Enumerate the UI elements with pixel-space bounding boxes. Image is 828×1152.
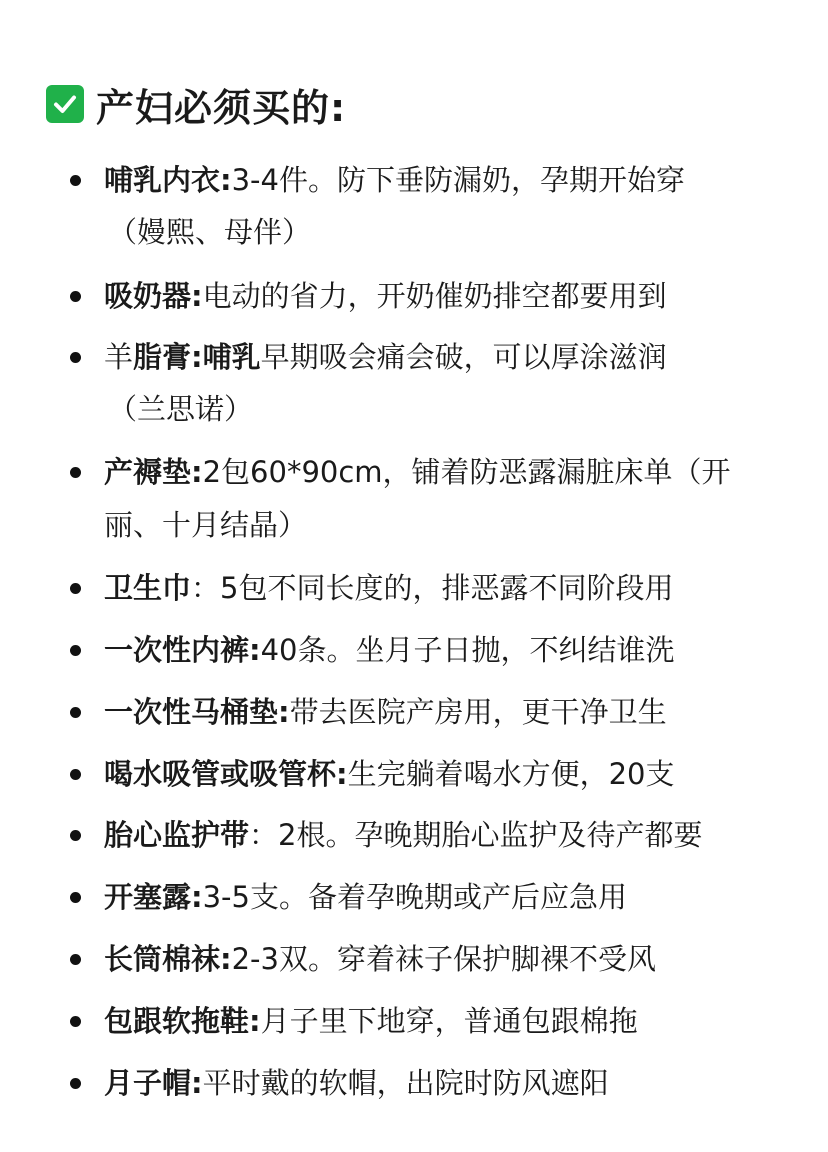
bullet-icon [70,954,81,965]
item-label: 喝水吸管或吸管杯: [104,757,348,791]
item-line-2: 丽、十月结晶） [104,508,308,542]
bullet-icon [70,830,81,841]
item-label: 一次性内裤: [104,633,261,667]
item-line [104,877,627,917]
bullet-icon [70,352,81,363]
item-line [104,815,702,855]
item-line [104,568,673,608]
item-text: 40条。坐月子日抛，不纠结谁洗 [260,633,675,667]
bullet-icon [70,175,81,186]
check-mark-button-icon [46,85,84,123]
item-text: 早期吸会痛会破，可以厚涂滋润 [260,340,667,374]
bullet-icon [70,583,81,594]
item-label: 卫生巾 [104,571,192,605]
item-text: 平时戴的软帽，出院时防风遮阳 [202,1066,609,1100]
bullet-icon [70,291,81,302]
item-line [104,754,675,794]
bullet-icon [70,892,81,903]
item-label-plain: 羊 [104,340,134,374]
item-line-2: （嫚熙、母伴） [108,215,312,249]
item-line [104,630,675,670]
bullet-icon [70,1078,81,1089]
item-label: 包跟软拖鞋: [104,1004,261,1038]
heading-text: 产妇必须买的: [96,85,347,130]
item-text: ：2根。孕晚期胎心监护及待产都要 [249,818,703,852]
item-text: 生完躺着喝水方便，20支 [347,757,675,791]
item-label: 哺乳内衣: [104,163,232,197]
item-line [104,337,667,377]
item-text: 电动的省力，开奶催奶排空都要用到 [202,279,667,313]
section-heading [46,78,346,130]
item-line [104,939,656,979]
bullet-icon [70,769,81,780]
item-line [104,1001,638,1041]
item-line [104,160,685,200]
item-text: 2包60*90cm，铺着防恶露漏脏床单（开 [202,455,731,489]
item-text: ：5包不同长度的，排恶露不同阶段用 [191,571,674,605]
item-line [104,692,667,732]
item-label: 长筒棉袜: [104,942,232,976]
item-label: 月子帽: [104,1066,203,1100]
bullet-icon [70,707,81,718]
bullet-icon [70,467,81,478]
item-label: 开塞露: [104,880,203,914]
item-text: 3-4件。防下垂防漏奶，孕期开始穿 [231,163,685,197]
item-label: 产褥垫: [104,455,203,489]
item-text: 带去医院产房用，更干净卫生 [289,695,667,729]
bullet-icon [70,645,81,656]
item-line-2: （兰思诺） [108,392,254,426]
item-text: 3-5支。备着孕晚期或产后应急用 [202,880,627,914]
item-label: 脂膏:哺乳 [133,340,261,374]
item-text: 月子里下地穿，普通包跟棉拖 [260,1004,638,1038]
item-text: 2-3双。穿着袜子保护脚裸不受风 [231,942,656,976]
item-line [104,1063,609,1103]
item-line [104,276,667,316]
bullet-icon [70,1016,81,1027]
item-label: 胎心监护带 [104,818,250,852]
item-label: 吸奶器: [104,279,203,313]
item-label: 一次性马桶垫: [104,695,290,729]
item-line [104,452,731,492]
